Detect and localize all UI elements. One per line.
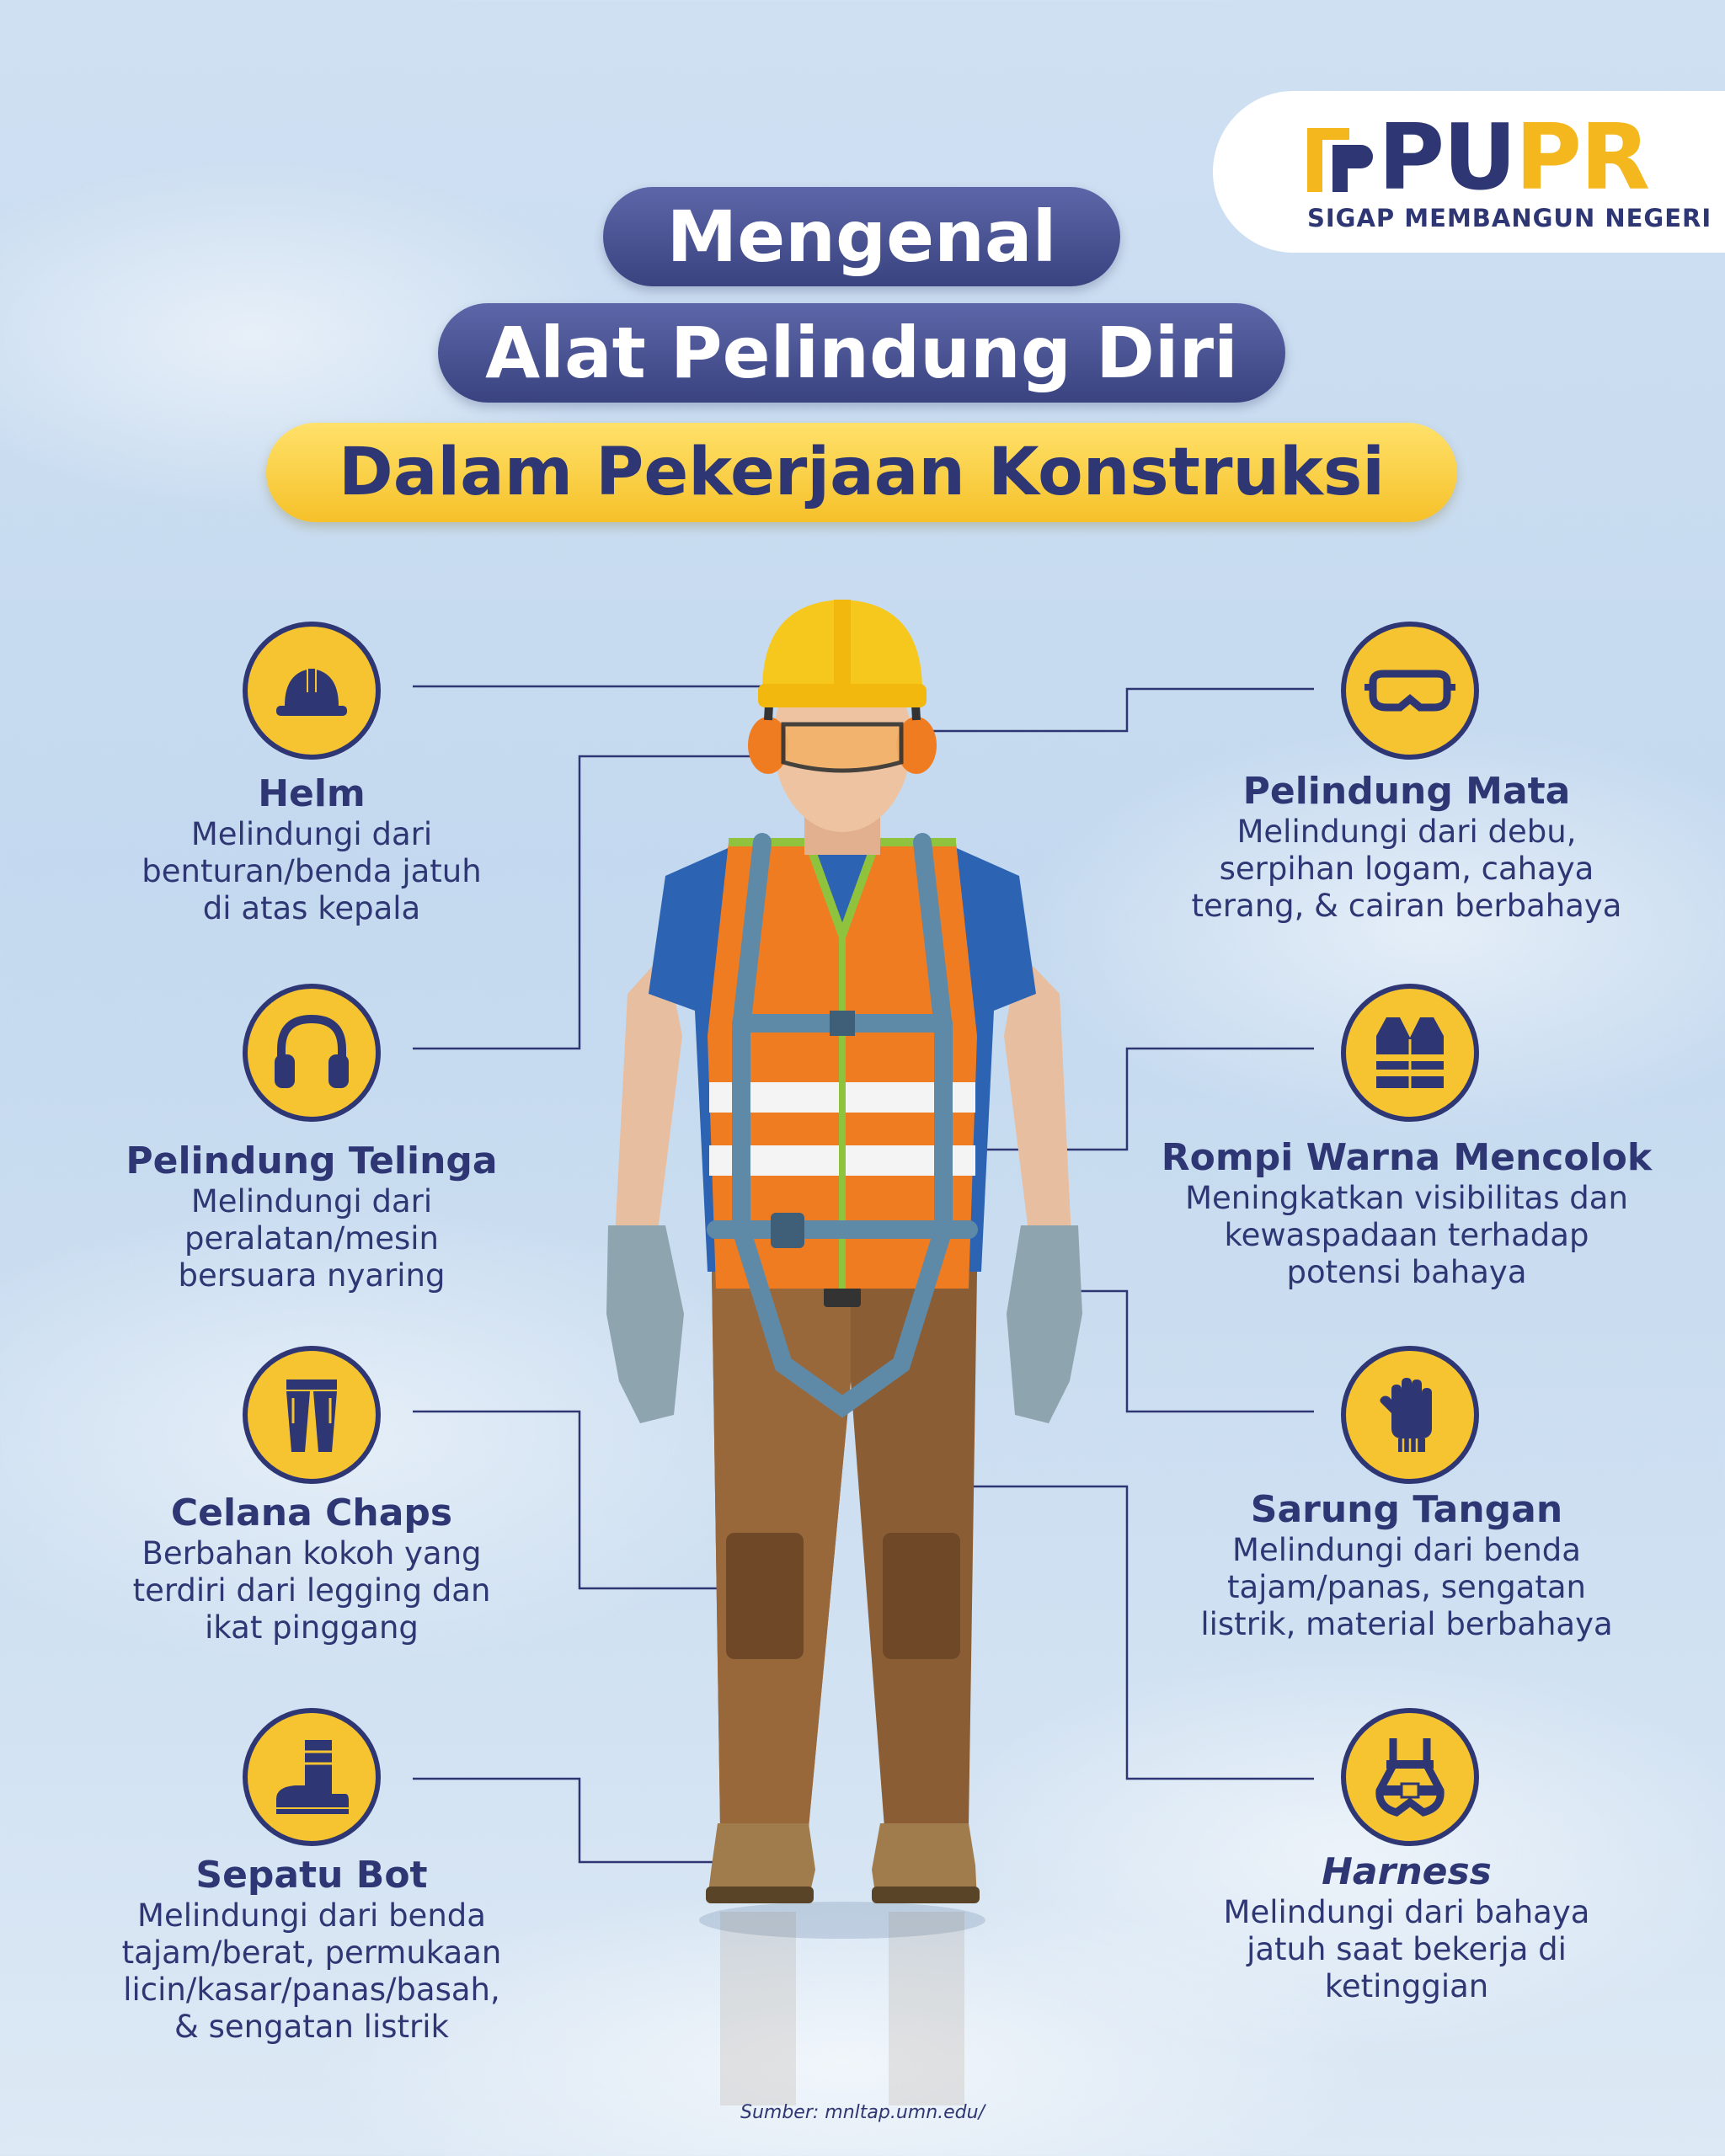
item-desc-bot: Melindungi dari benda tajam/berat, permukaan licin/kasar/panas/basah, & sengatan listrik xyxy=(121,1897,502,2045)
item-title-rompi: Rompi Warna Mencolok xyxy=(1161,1136,1653,1179)
chaps-icon xyxy=(243,1346,381,1484)
item-title-bot: Sepatu Bot xyxy=(195,1854,428,1897)
title-line-2: Alat Pelindung Diri xyxy=(438,303,1285,403)
item-celana-chaps xyxy=(59,1492,564,1646)
item-helm xyxy=(59,772,564,927)
helmet-icon xyxy=(243,622,381,760)
glove-icon xyxy=(1341,1346,1479,1484)
item-desc-sarung: Melindungi dari benda tajam/panas, sengatan listrik, material berbahaya xyxy=(1200,1532,1613,1642)
item-desc-helm: Melindungi dari benturan/benda jatuh di atas kepala xyxy=(142,816,482,926)
item-title-chaps: Celana Chaps xyxy=(170,1492,453,1534)
logo-wordmark: PUPR xyxy=(1378,105,1649,211)
logo-tagline: SIGAP MEMBANGUN NEGERI xyxy=(1307,204,1712,232)
item-desc-harness: Melindungi dari bahaya jatuh saat bekerja di ketinggian xyxy=(1223,1894,1590,2004)
title-line-1: Mengenal xyxy=(603,187,1120,286)
item-sepatu-bot xyxy=(59,1854,564,2046)
ear-protector-icon xyxy=(243,984,381,1122)
item-desc-rompi: Meningkatkan visibilitas dan kewaspadaan terhadap potensi bahaya xyxy=(1185,1180,1628,1290)
item-title-helm: Helm xyxy=(258,772,366,815)
item-desc-telinga: Melindungi dari peralatan/mesin bersuara nyaring xyxy=(178,1183,446,1294)
item-rompi xyxy=(1129,1136,1685,1291)
item-sarung-tangan xyxy=(1129,1488,1685,1643)
boot-icon xyxy=(243,1708,381,1846)
safety-vest-icon xyxy=(1341,984,1479,1122)
item-pelindung-telinga xyxy=(59,1139,564,1294)
item-title-harness: Harness xyxy=(1322,1850,1492,1893)
item-harness xyxy=(1129,1850,1685,2005)
source-credit: Sumber: mnltap.umn.edu/ xyxy=(740,2102,985,2123)
item-title-sarung: Sarung Tangan xyxy=(1250,1488,1563,1531)
item-title-telinga: Pelindung Telinga xyxy=(126,1139,498,1182)
title-line-3: Dalam Pekerjaan Konstruksi xyxy=(266,423,1457,522)
item-desc-chaps: Berbahan kokoh yang terdiri dari legging dan ikat pinggang xyxy=(132,1535,491,1646)
item-desc-mata: Melindungi dari debu, serpihan logam, cahaya terang, & cairan berbahaya xyxy=(1191,814,1622,924)
harness-icon xyxy=(1341,1708,1479,1846)
goggles-icon xyxy=(1341,622,1479,760)
item-title-mata: Pelindung Mata xyxy=(1242,770,1571,813)
item-pelindung-mata xyxy=(1129,770,1685,925)
